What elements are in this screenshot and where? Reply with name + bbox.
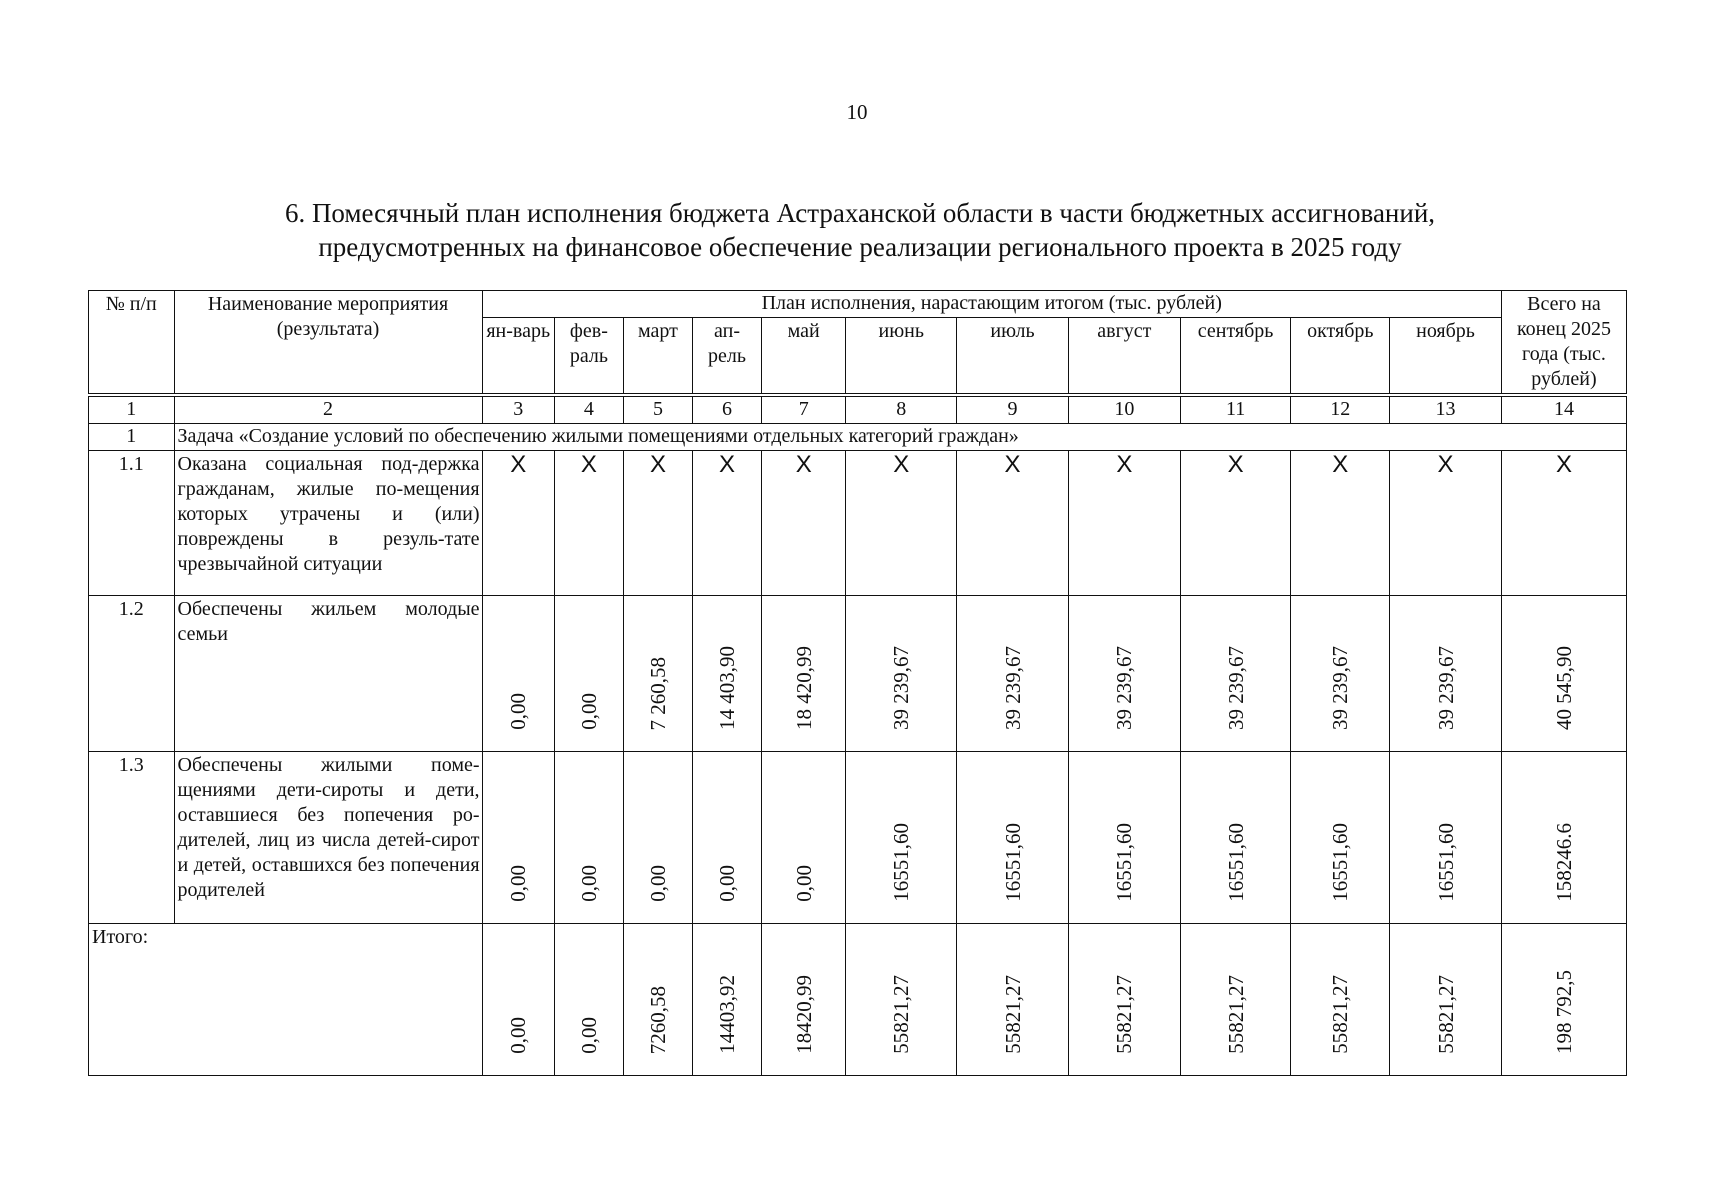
row-value-cell-11: [1390, 596, 1502, 752]
total-value-cell-4: [692, 924, 761, 1076]
row-value-10: 16551,60: [1328, 823, 1353, 902]
table-row: [89, 596, 1627, 752]
row-value-3: 0,00: [645, 865, 670, 902]
row-value-cell-9: [1180, 752, 1291, 924]
total-value-6: 55821,27: [889, 975, 914, 1054]
page-number: 10: [846, 100, 868, 124]
row-value-cell-2: [554, 752, 623, 924]
row-value-cell-5: [762, 596, 846, 752]
total-value-10: 55821,27: [1328, 975, 1353, 1054]
row-value-4: 14 403,90: [714, 646, 739, 730]
row-total-cell: [1501, 596, 1626, 752]
row-value-4: 0,00: [714, 865, 739, 902]
row-num: 1.3: [89, 752, 175, 924]
column-number-9: 9: [957, 395, 1069, 424]
row-value-10: 39 239,67: [1328, 646, 1353, 730]
total-value-5: 18420,99: [791, 975, 816, 1054]
document-title-line-1: 6. Помесячный план исполнения бюджета Астраханской области в части бюджетных ассигнований,: [284, 198, 1436, 228]
row-value-5: 0,00: [791, 865, 816, 902]
total-value-7: 55821,27: [1000, 975, 1025, 1054]
column-number-11: 11: [1180, 395, 1291, 424]
row-value-11: 39 239,67: [1433, 646, 1458, 730]
header-num: № п/п: [89, 291, 175, 396]
header-month-11: ноябрь: [1390, 318, 1502, 395]
row-total: 158246.6: [1551, 823, 1576, 902]
document-title: [120, 196, 1600, 264]
header-month-1: ян-варь: [482, 318, 554, 395]
row-value-7: 39 239,67: [1000, 646, 1025, 730]
column-number-2: 2: [174, 395, 482, 424]
header-month-5: май: [762, 318, 846, 395]
row-value-cell-1: [482, 596, 554, 752]
row-value-4: X: [692, 451, 761, 596]
row-value-cell-4: [692, 596, 761, 752]
total-value-9: 55821,27: [1223, 975, 1248, 1054]
column-number-5: 5: [623, 395, 692, 424]
task-text: Задача «Создание условий по обеспечению жилыми помещениями отдельных категорий граждан»: [174, 424, 1627, 451]
total-value-3: 7260,58: [645, 985, 670, 1054]
column-number-6: 6: [692, 395, 761, 424]
row-name: Обеспечены жилыми поме-щениями дети-сироты и дети, оставшиеся без попечения ро-дителей, лиц из числа детей-сирот и детей, оставшихся без попечения родителей: [174, 752, 482, 924]
row-value-3: 7 260,58: [645, 656, 670, 730]
total-value-cell-9: [1180, 924, 1291, 1076]
row-value-9: 39 239,67: [1223, 646, 1248, 730]
row-value-5: X: [762, 451, 846, 596]
row-total: X: [1501, 451, 1626, 596]
task-row: [89, 424, 1627, 451]
row-value-7: X: [957, 451, 1069, 596]
row-value-cell-11: [1390, 752, 1502, 924]
total-value-cell-5: [762, 924, 846, 1076]
column-numbers-row: [89, 395, 1627, 424]
row-value-1: 0,00: [506, 693, 531, 730]
row-name: Оказана социальная под-держка гражданам, жилые по-мещения которых утрачены и (или) повреждены в резуль-тате чрезвычайной ситуации: [174, 451, 482, 596]
row-value-7: 16551,60: [1000, 823, 1025, 902]
total-value-cell-10: [1291, 924, 1390, 1076]
task-num: 1: [89, 424, 175, 451]
column-number-13: 13: [1390, 395, 1502, 424]
total-value-cell-11: [1390, 924, 1502, 1076]
column-number-12: 12: [1291, 395, 1390, 424]
row-total-cell: [1501, 752, 1626, 924]
row-value-2: X: [554, 451, 623, 596]
column-number-14: 14: [1501, 395, 1626, 424]
column-number-7: 7: [762, 395, 846, 424]
row-value-cell-8: [1068, 596, 1180, 752]
grand-total: 198 792,5: [1551, 970, 1576, 1054]
row-value-6: 39 239,67: [889, 646, 914, 730]
row-value-cell-7: [957, 752, 1069, 924]
row-value-cell-1: [482, 752, 554, 924]
row-value-9: 16551,60: [1223, 823, 1248, 902]
header-total: Всего на конец 2025 года (тыс. рублей): [1501, 291, 1626, 396]
row-value-8: 16551,60: [1112, 823, 1137, 902]
header-month-4: ап-рель: [692, 318, 761, 395]
row-value-cell-9: [1180, 596, 1291, 752]
column-number-4: 4: [554, 395, 623, 424]
column-number-3: 3: [482, 395, 554, 424]
column-number-8: 8: [846, 395, 957, 424]
column-number-10: 10: [1068, 395, 1180, 424]
row-value-cell-5: [762, 752, 846, 924]
row-value-10: X: [1291, 451, 1390, 596]
header-month-2: фев-раль: [554, 318, 623, 395]
row-value-cell-8: [1068, 752, 1180, 924]
total-value-4: 14403,92: [714, 975, 739, 1054]
row-value-cell-4: [692, 752, 761, 924]
row-value-8: 39 239,67: [1112, 646, 1137, 730]
row-value-8: X: [1068, 451, 1180, 596]
document-title-line-2: предусмотренных на финансовое обеспечение реализации регионального проекта в 2025 году: [318, 232, 1402, 262]
header-month-10: октябрь: [1291, 318, 1390, 395]
table-row: [89, 451, 1627, 596]
total-value-1: 0,00: [506, 1017, 531, 1054]
row-value-1: 0,00: [506, 865, 531, 902]
row-num: 1.2: [89, 596, 175, 752]
row-total: 40 545,90: [1551, 646, 1576, 730]
total-value-cell-6: [846, 924, 957, 1076]
row-name: Обеспечены жильем молодые семьи: [174, 596, 482, 752]
row-value-cell-10: [1291, 752, 1390, 924]
total-value-11: 55821,27: [1433, 975, 1458, 1054]
column-number-1: 1: [89, 395, 175, 424]
header-month-8: август: [1068, 318, 1180, 395]
total-value-cell-7: [957, 924, 1069, 1076]
total-value-cell-3: [623, 924, 692, 1076]
header-month-7: июль: [957, 318, 1069, 395]
table-row: [89, 752, 1627, 924]
row-value-cell-7: [957, 596, 1069, 752]
row-value-11: 16551,60: [1433, 823, 1458, 902]
row-value-6: X: [846, 451, 957, 596]
total-row: [89, 924, 1627, 1076]
header-month-9: сентябрь: [1180, 318, 1291, 395]
header-month-3: март: [623, 318, 692, 395]
row-value-cell-3: [623, 752, 692, 924]
total-value-cell-2: [554, 924, 623, 1076]
total-value-8: 55821,27: [1112, 975, 1137, 1054]
header-row: [89, 291, 1627, 318]
budget-plan-table: [88, 290, 1627, 1076]
total-label: Итого:: [89, 924, 483, 1076]
row-value-5: 18 420,99: [791, 646, 816, 730]
row-value-cell-10: [1291, 596, 1390, 752]
header-name: Наименование мероприятия (результата): [174, 291, 482, 396]
row-value-3: X: [623, 451, 692, 596]
row-value-1: X: [482, 451, 554, 596]
total-value-2: 0,00: [576, 1017, 601, 1054]
row-value-9: X: [1180, 451, 1291, 596]
row-value-2: 0,00: [576, 693, 601, 730]
header-plan: План исполнения, нарастающим итогом (тыс. рублей): [482, 291, 1501, 318]
row-value-cell-2: [554, 596, 623, 752]
row-value-cell-6: [846, 752, 957, 924]
row-value-2: 0,00: [576, 865, 601, 902]
row-value-11: X: [1390, 451, 1502, 596]
row-value-cell-6: [846, 596, 957, 752]
row-num: 1.1: [89, 451, 175, 596]
total-value-cell-1: [482, 924, 554, 1076]
header-month-6: июнь: [846, 318, 957, 395]
total-value-cell-8: [1068, 924, 1180, 1076]
row-value-cell-3: [623, 596, 692, 752]
grand-total-cell: [1501, 924, 1626, 1076]
row-value-6: 16551,60: [889, 823, 914, 902]
